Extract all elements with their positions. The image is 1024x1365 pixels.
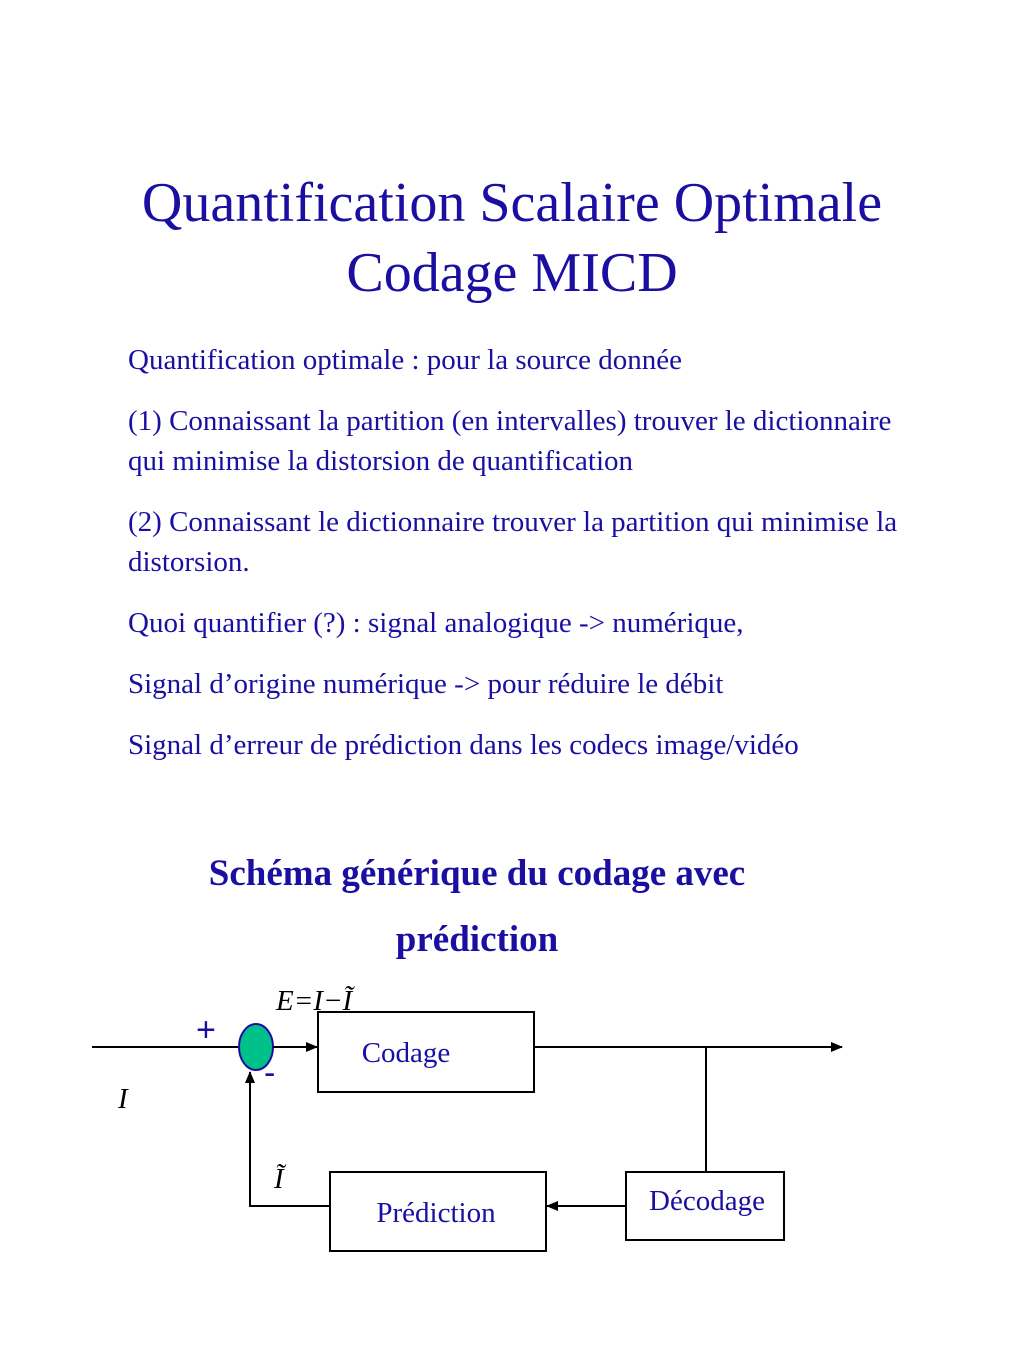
plus-sign: + xyxy=(196,1011,216,1049)
predicted-label: Ĩ xyxy=(274,1163,284,1195)
title-line-2: Codage MICD xyxy=(346,242,678,304)
decoding-label: Décodage xyxy=(649,1185,765,1217)
paragraph-4: Quoi quantifier (?) : signal analogique -> numérique, xyxy=(128,607,744,639)
diagram-heading-line-2: prédiction xyxy=(395,919,559,960)
minus-sign: - xyxy=(264,1054,276,1092)
paragraph-3: (2) Connaissant le dictionnaire trouver la partition qui minimise la distorsion. xyxy=(128,506,898,578)
coding-label: Codage xyxy=(361,1037,451,1069)
diagram-heading-line-1: Schéma générique du codage avec xyxy=(208,853,746,894)
paragraph-5: Signal d’origine numérique -> pour réduire le débit xyxy=(128,668,724,700)
error-label: E=I−Ĩ xyxy=(276,985,353,1017)
prediction-label: Prédiction xyxy=(376,1197,496,1229)
paragraph-6: Signal d’erreur de prédiction dans les codecs image/vidéo xyxy=(128,729,799,761)
title-line-1: Quantification Scalaire Optimale xyxy=(141,172,883,234)
input-label: I xyxy=(118,1083,128,1115)
paragraph-2: (1) Connaissant la partition (en intervalles) trouver le dictionnaire qui minimise la distorsion de quantification xyxy=(128,405,892,477)
paragraph-1: Quantification optimale : pour la source donnée xyxy=(128,344,683,376)
